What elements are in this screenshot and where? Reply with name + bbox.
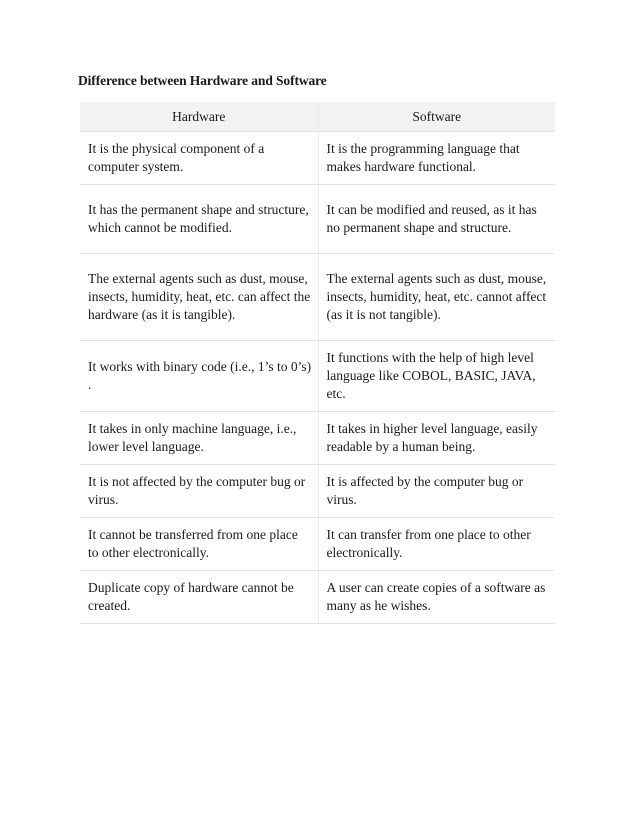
table-header-row: [80, 102, 555, 132]
software-cell: It can transfer from one place to other electronically.: [318, 518, 555, 571]
hardware-cell: It takes in only machine language, i.e., lower level language.: [80, 412, 318, 465]
software-cell: It is the programming language that makes hardware functional.: [318, 132, 555, 185]
hardware-cell: It has the permanent shape and structure, which cannot be modified.: [80, 185, 318, 254]
table-row: [80, 132, 555, 185]
software-cell: It functions with the help of high level language like COBOL, BASIC, JAVA, etc.: [318, 341, 555, 412]
table-row: [80, 254, 555, 341]
software-cell: It takes in higher level language, easily readable by a human being.: [318, 412, 555, 465]
table-row: [80, 518, 555, 571]
hardware-cell: It is not affected by the computer bug or virus.: [80, 465, 318, 518]
page-title: Difference between Hardware and Software: [78, 73, 327, 88]
column-header-software: Software: [318, 102, 555, 132]
hardware-cell: The external agents such as dust, mouse, insects, humidity, heat, etc. can affect the hardware (as it is tangible).: [80, 254, 318, 341]
hardware-cell: It cannot be transferred from one place to other electronically.: [80, 518, 318, 571]
table-row: [80, 185, 555, 254]
hardware-cell: It is the physical component of a computer system.: [80, 132, 318, 185]
comparison-table: [80, 102, 555, 624]
table-row: [80, 571, 555, 624]
software-cell: It can be modified and reused, as it has no permanent shape and structure.: [318, 185, 555, 254]
hardware-cell: It works with binary code (i.e., 1’s to 0’s) .: [80, 341, 318, 412]
table-row: [80, 465, 555, 518]
software-cell: The external agents such as dust, mouse, insects, humidity, heat, etc. cannot affect (as it is not tangible).: [318, 254, 555, 341]
table-row: [80, 412, 555, 465]
hardware-cell: Duplicate copy of hardware cannot be created.: [80, 571, 318, 624]
software-cell: A user can create copies of a software as many as he wishes.: [318, 571, 555, 624]
software-cell: It is affected by the computer bug or virus.: [318, 465, 555, 518]
column-header-hardware: Hardware: [80, 102, 318, 132]
table-row: [80, 341, 555, 412]
